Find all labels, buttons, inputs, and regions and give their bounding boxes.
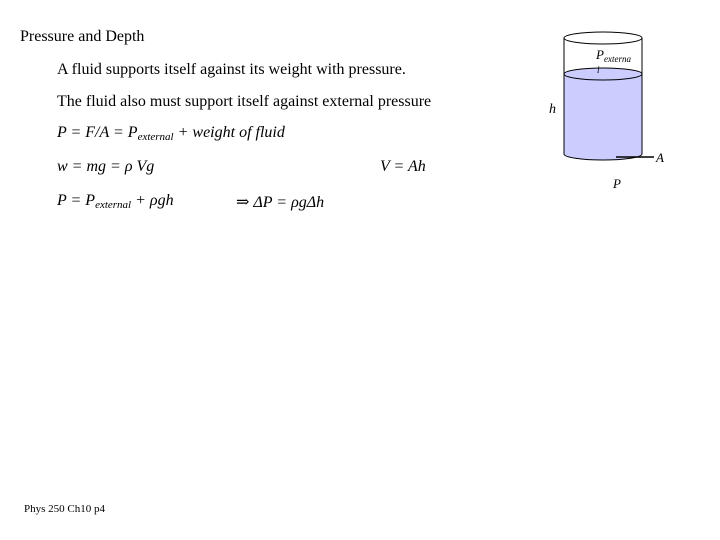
text-line-weight: A fluid supports itself against its weight with pressure. bbox=[57, 61, 406, 78]
slide-title: Pressure and Depth bbox=[20, 28, 145, 45]
eq1-tail: + weight of fluid bbox=[173, 124, 285, 141]
equation-volume: V = Ah bbox=[380, 158, 426, 175]
fluid-column-diagram bbox=[530, 20, 700, 200]
equation-delta-pressure bbox=[236, 192, 324, 212]
eq1-subscript: external bbox=[137, 131, 174, 143]
equation-pressure-depth bbox=[57, 192, 174, 210]
eq4-subscript: external bbox=[95, 199, 132, 211]
implies-arrow: ⇒ bbox=[236, 194, 254, 211]
label-p-external-wrap: l bbox=[597, 65, 600, 75]
label-p-external-subscript: externa bbox=[603, 54, 631, 64]
label-p-external: $P_{externa}$ bbox=[596, 47, 631, 64]
slide-footer: Phys 250 Ch10 p4 bbox=[24, 503, 105, 515]
eq5-body: ΔP = ρgΔh bbox=[253, 194, 325, 211]
eq1-main: P = F/A = P bbox=[57, 124, 138, 141]
equation-weight: w = mg = ρ Vg bbox=[57, 158, 155, 175]
container-rim bbox=[564, 32, 642, 44]
text-line-external: The fluid also must support itself against external pressure bbox=[57, 93, 432, 110]
label-pressure-bottom: P bbox=[613, 176, 621, 191]
label-height: h bbox=[549, 102, 556, 117]
eq4-tail: + ρgh bbox=[131, 192, 174, 209]
fluid-surface bbox=[564, 68, 642, 80]
equation-pressure-definition bbox=[57, 124, 285, 142]
fluid-body bbox=[564, 74, 642, 160]
label-area: A bbox=[656, 150, 664, 165]
eq4-head: P = P bbox=[57, 192, 96, 209]
